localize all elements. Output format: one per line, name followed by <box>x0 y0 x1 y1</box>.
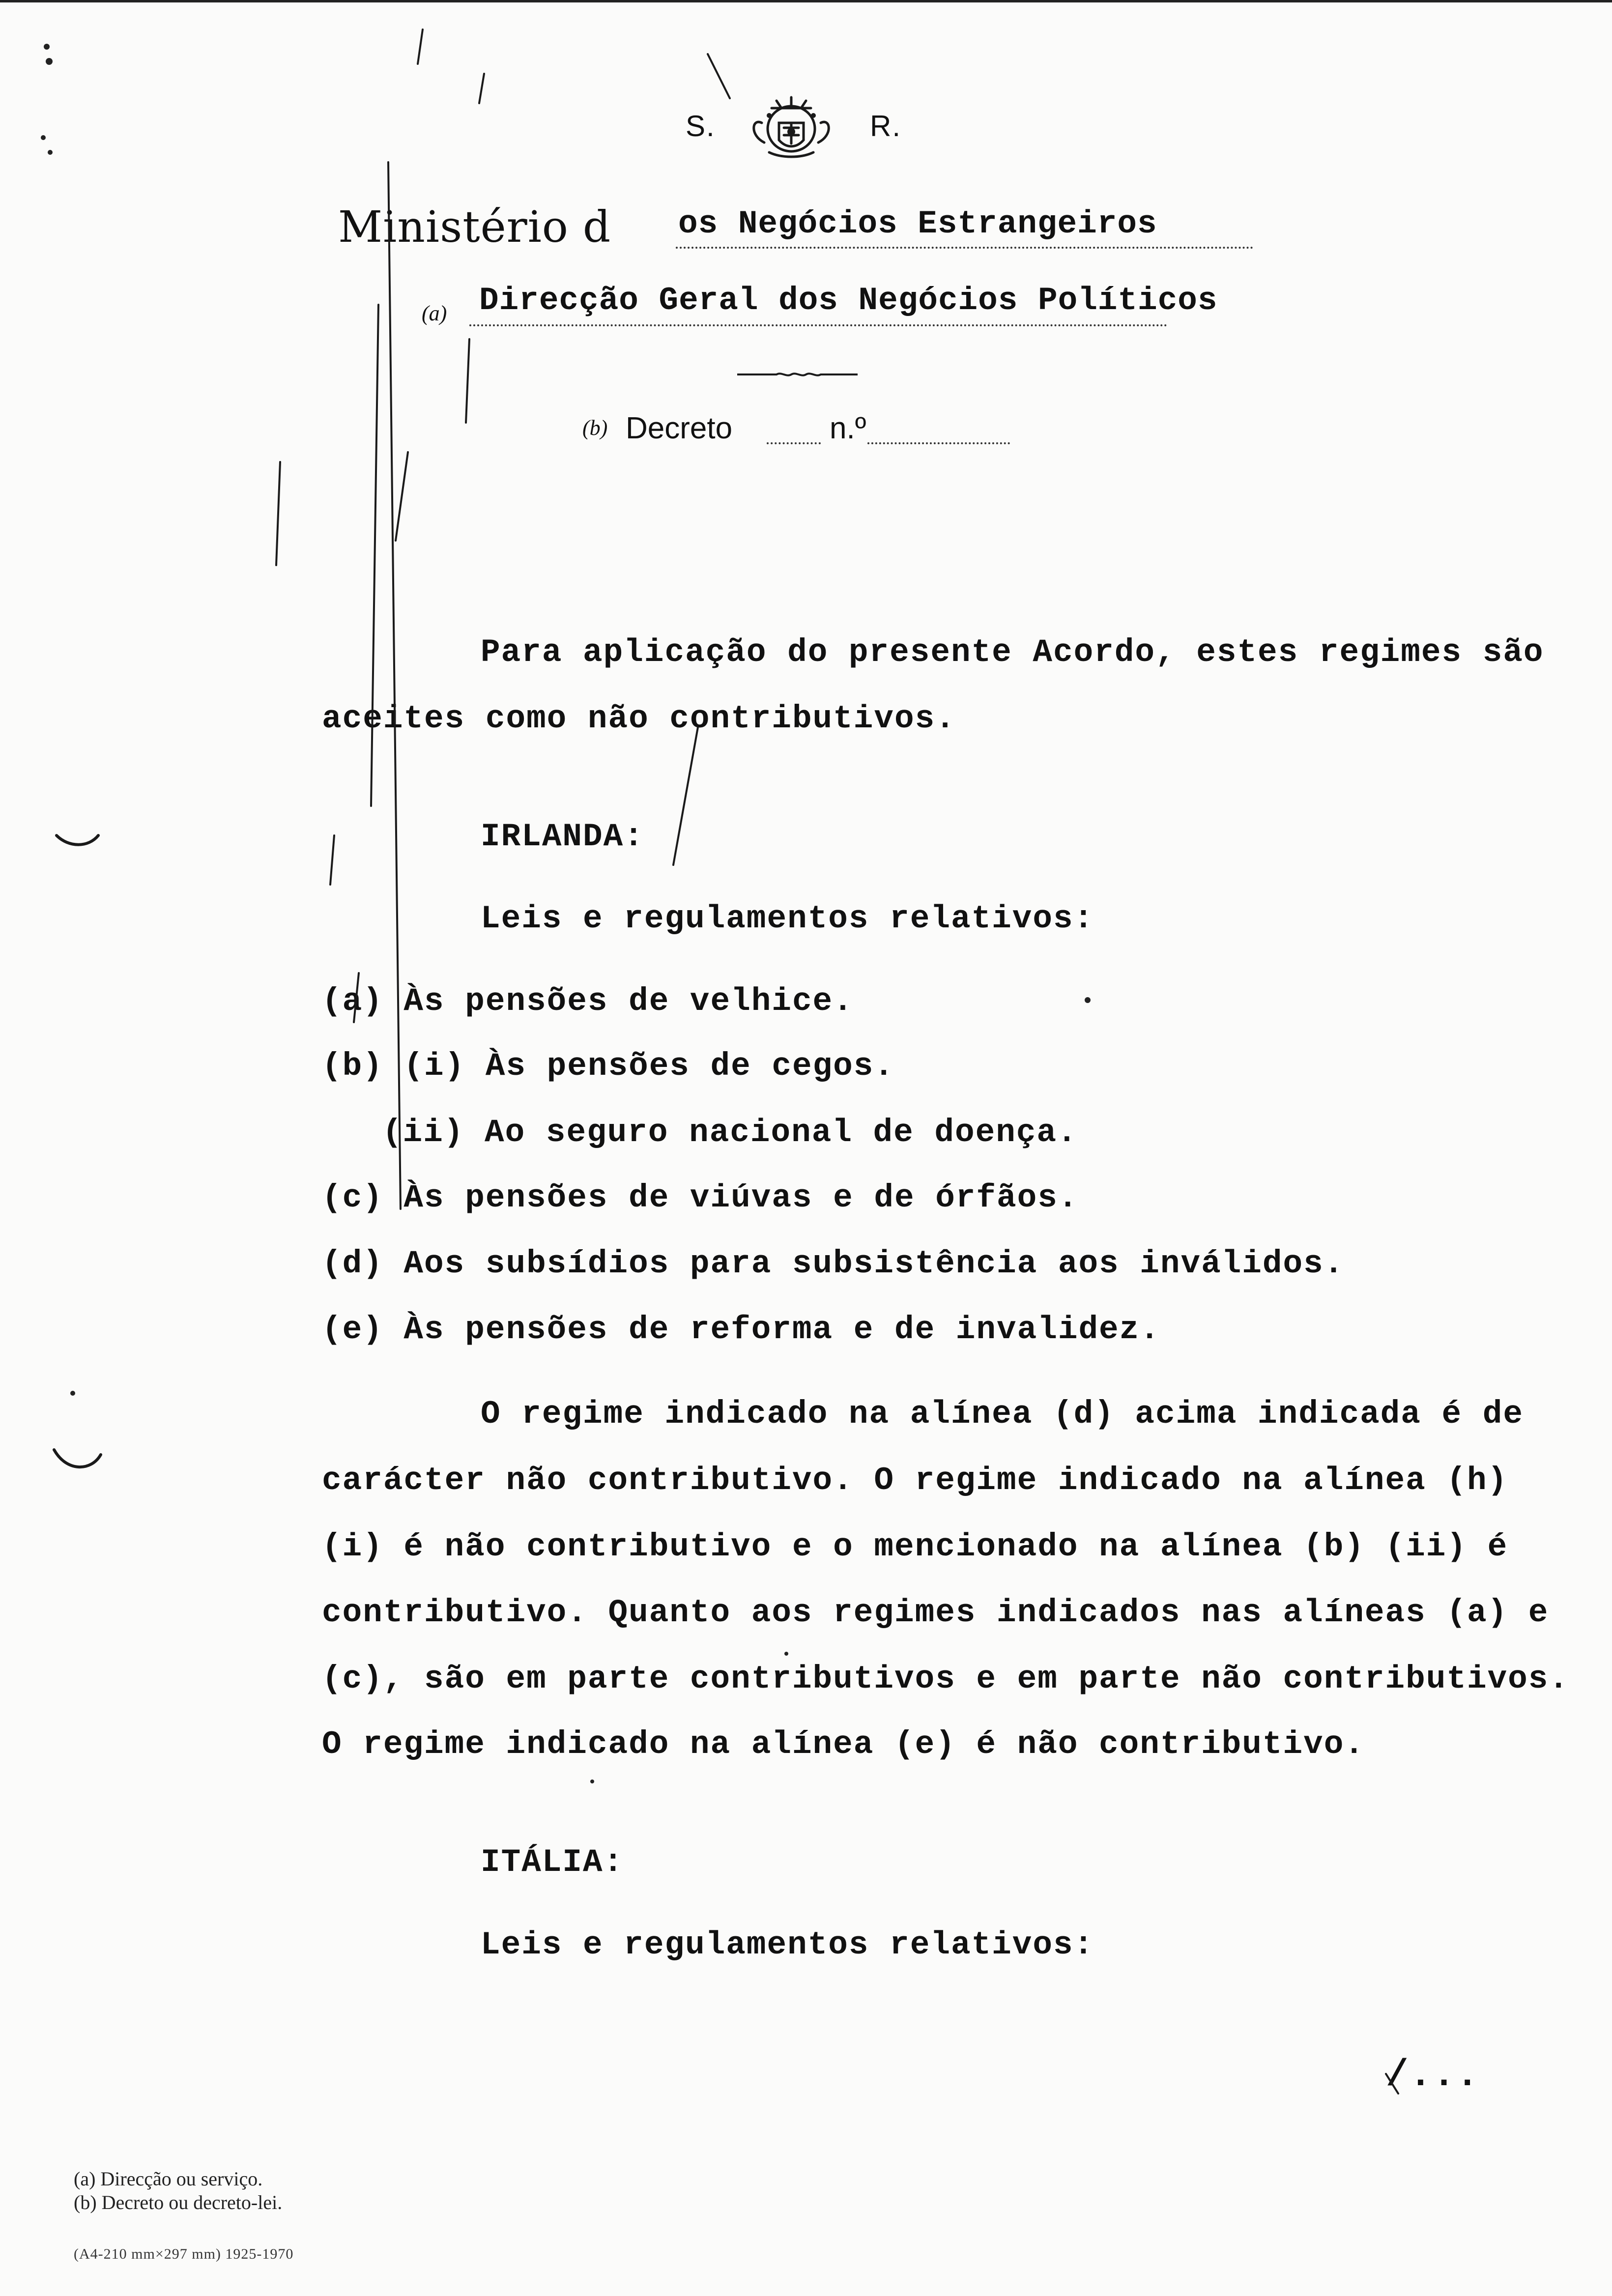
paragraph-line: O regime indicado na alínea (e) é não contributivo. <box>322 1726 1365 1763</box>
paragraph-line: carácter não contributivo. O regime indicado na alínea (h) <box>322 1462 1508 1499</box>
irlanda-item: (c) Às pensões de viúvas e de órfãos. <box>322 1179 1079 1216</box>
direccao-typed-name: Direcção Geral dos Negócios Políticos <box>479 282 1218 319</box>
numero-dotted-line <box>867 442 1010 444</box>
decreto-footnote-marker: (b) <box>582 416 608 440</box>
decreto-label: Decreto <box>626 411 733 445</box>
decreto-dotted-line <box>767 442 821 444</box>
header-letter-s: S. <box>686 110 716 143</box>
continuation-mark: /... <box>1386 2054 1480 2096</box>
irlanda-item: (d) Aos subsídios para subsistência aos inválidos. <box>322 1245 1345 1282</box>
ministry-printed-label: Ministério d <box>338 201 611 252</box>
ministry-typed-name: os Negócios Estrangeiros <box>678 205 1157 242</box>
irlanda-item: (a) Às pensões de velhice. <box>322 983 854 1020</box>
direccao-footnote-marker: (a) <box>422 301 447 325</box>
irlanda-item: (ii) Ao seguro nacional de doença. <box>382 1114 1078 1151</box>
coat-of-arms-icon <box>742 88 840 162</box>
irlanda-laws-intro: Leis e regulamentos relativos: <box>481 900 1094 937</box>
intro-line-2: aceites como não contributivos. <box>322 700 956 737</box>
footnote-a: (a) Direcção ou serviço. <box>74 2168 263 2190</box>
italia-heading: ITÁLIA: <box>481 1844 624 1881</box>
intro-line-1: Para aplicação do presente Acordo, estes regimes são <box>481 634 1544 671</box>
irlanda-item: (e) Às pensões de reforma e de invalidez. <box>322 1311 1160 1348</box>
paragraph-line: contributivo. Quanto aos regimes indicados nas alíneas (a) e <box>322 1594 1549 1631</box>
irlanda-item: (b) (i) Às pensões de cegos. <box>322 1048 894 1085</box>
footnotes <box>74 2167 282 2214</box>
ministry-dotted-line <box>676 247 1253 249</box>
direccao-dotted-line <box>469 324 1167 326</box>
footnote-b: (b) Decreto ou decreto-lei. <box>74 2191 283 2213</box>
irlanda-heading: IRLANDA: <box>481 818 644 855</box>
numero-label: n.º <box>830 411 866 445</box>
header-ornament-rule <box>737 370 858 379</box>
header-letter-r: R. <box>870 110 901 143</box>
paragraph-line: O regime indicado na alínea (d) acima indicada é de <box>481 1396 1524 1433</box>
paragraph-line: (i) é não contributivo e o mencionado na alínea (b) (ii) é <box>322 1528 1508 1565</box>
top-border <box>0 0 1612 2</box>
print-info: (A4-210 mm×297 mm) 1925-1970 <box>74 2246 294 2262</box>
paragraph-line: (c), são em parte contributivos e em parte não contributivos. <box>322 1661 1569 1697</box>
italia-laws-intro: Leis e regulamentos relativos: <box>481 1926 1094 1963</box>
